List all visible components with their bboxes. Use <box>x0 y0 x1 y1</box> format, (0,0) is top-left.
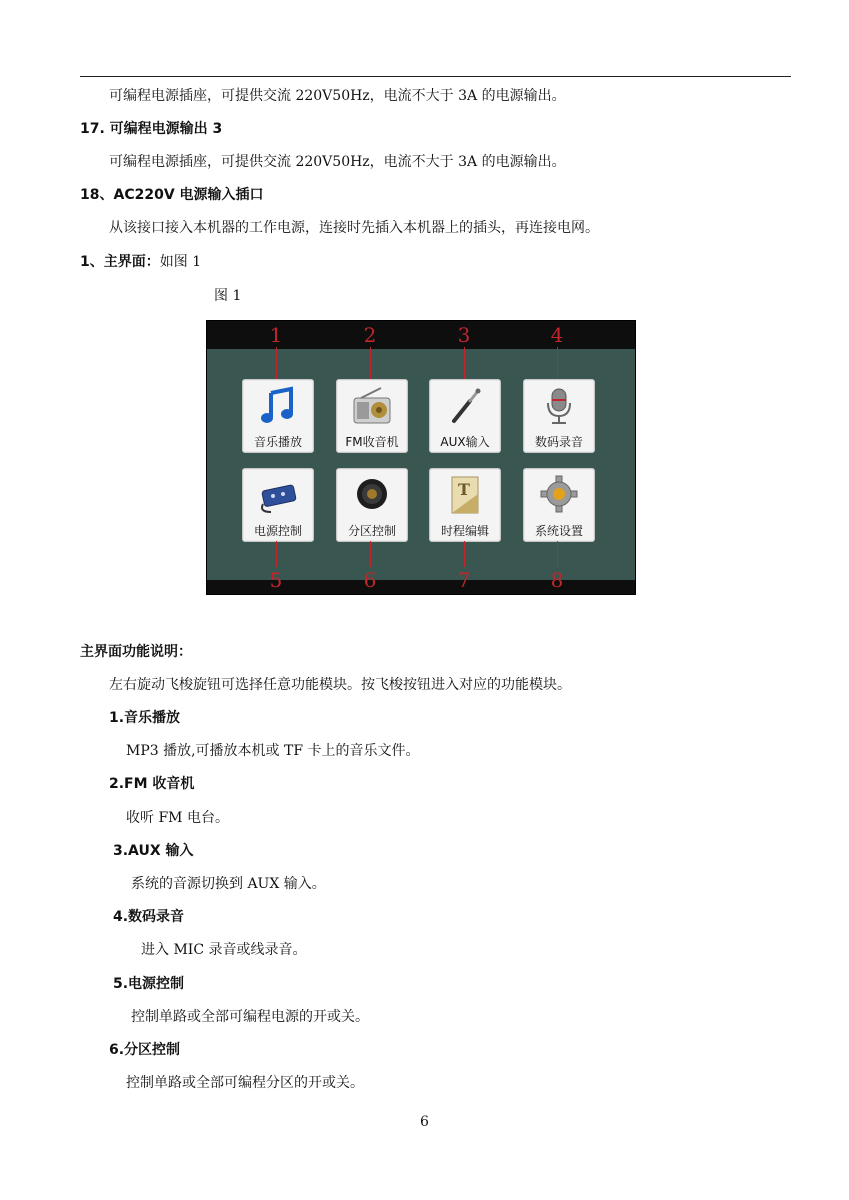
leader-line-7 <box>464 541 465 567</box>
callout-number-4: 4 <box>550 323 564 347</box>
heading-18: 18、AC220V 电源输入插口 <box>80 187 264 203</box>
item-title-1: 1.音乐播放 <box>109 710 181 726</box>
main-interface-heading <box>80 252 201 272</box>
tile-power-control[interactable] <box>242 468 314 542</box>
page-number: 6 <box>420 1114 429 1130</box>
item-title-2: 2.FM 收音机 <box>109 776 195 792</box>
tile-digital-record[interactable] <box>523 379 595 453</box>
tile-aux-input[interactable] <box>429 379 501 453</box>
main-screen-figure <box>206 320 636 595</box>
item-title-3: 3.AUX 输入 <box>113 843 194 859</box>
item-text-4: 进入 MIC 录音或线录音。 <box>141 942 307 958</box>
leader-line-2 <box>370 347 371 380</box>
speaker-icon <box>351 474 393 516</box>
tile-music-play[interactable] <box>242 379 314 453</box>
item-title-4: 4.数码录音 <box>113 909 185 925</box>
svg-text:T: T <box>458 480 470 499</box>
tile-label: 音乐播放 <box>253 435 302 449</box>
item-text-3: 系统的音源切换到 AUX 输入。 <box>131 876 326 892</box>
microphone-icon <box>538 385 580 427</box>
tile-schedule-edit[interactable] <box>429 468 501 542</box>
leader-line-8 <box>557 541 558 567</box>
text-document-icon <box>444 474 486 516</box>
description-intro: 左右旋动飞梭旋钮可选择任意功能模块。按飞梭按钮进入对应的功能模块。 <box>109 677 571 693</box>
power-strip-icon <box>257 474 299 516</box>
leader-line-1 <box>276 347 277 380</box>
tile-system-settings[interactable] <box>523 468 595 542</box>
music-note-icon <box>257 385 299 427</box>
item-title-5: 5.电源控制 <box>113 976 185 992</box>
description-heading: 主界面功能说明： <box>80 644 192 660</box>
leader-line-6 <box>370 541 371 567</box>
item-text-6: 控制单路或全部可编程分区的开或关。 <box>126 1075 364 1091</box>
callout-number-5: 5 <box>269 568 283 592</box>
tile-label: 时程编辑 <box>440 524 489 538</box>
leader-line-5 <box>276 541 277 567</box>
audio-jack-icon <box>444 385 486 427</box>
paragraph-outlet-2: 可编程电源插座，可提供交流 220V50Hz，电流不大于 3A 的电源输出。 <box>109 88 566 104</box>
radio-icon <box>351 385 393 427</box>
leader-line-3 <box>464 347 465 380</box>
callout-number-8: 8 <box>550 568 564 592</box>
heading-17: 17. 可编程电源输出 3 <box>80 121 223 137</box>
tile-label: 数码录音 <box>534 435 583 449</box>
item-text-1: MP3 播放,可播放本机或 TF 卡上的音乐文件。 <box>126 743 420 759</box>
item-text-2: 收听 FM 电台。 <box>126 810 229 826</box>
tile-label: 电源控制 <box>253 524 302 538</box>
item-text-5: 控制单路或全部可编程电源的开或关。 <box>131 1009 369 1025</box>
header-rule <box>80 76 791 77</box>
tile-zone-control[interactable] <box>336 468 408 542</box>
tile-label: 系统设置 <box>534 524 583 538</box>
main-interface-ref: 如图 1 <box>159 254 202 270</box>
callout-number-3: 3 <box>457 323 471 347</box>
tile-label: AUX输入 <box>440 435 490 449</box>
paragraph-outlet-3: 可编程电源插座，可提供交流 220V50Hz，电流不大于 3A 的电源输出。 <box>109 154 566 170</box>
tile-label: FM收音机 <box>345 435 399 449</box>
paragraph-power-input: 从该接口接入本机器的工作电源，连接时先插入本机器上的插头，再连接电网。 <box>109 220 599 236</box>
tile-label: 分区控制 <box>347 524 396 538</box>
figure-caption: 图 1 <box>214 288 242 304</box>
callout-number-2: 2 <box>363 323 377 347</box>
main-interface-title: 1、主界面： <box>80 254 160 270</box>
callout-number-6: 6 <box>363 568 377 592</box>
leader-line-4 <box>557 347 558 380</box>
item-title-6: 6.分区控制 <box>109 1042 181 1058</box>
tile-fm-radio[interactable] <box>336 379 408 453</box>
callout-number-1: 1 <box>269 323 283 347</box>
callout-number-7: 7 <box>457 568 471 592</box>
gear-icon <box>538 474 580 516</box>
